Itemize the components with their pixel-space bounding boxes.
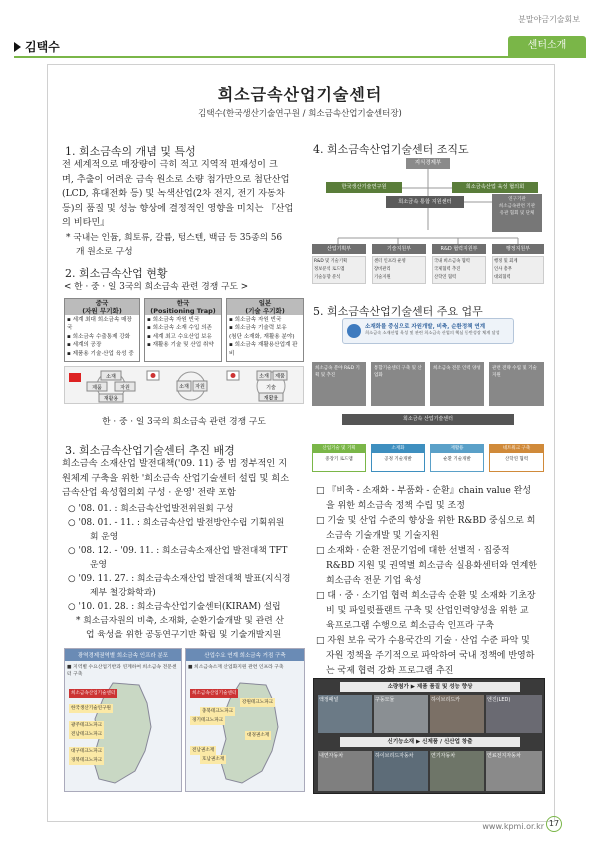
globe-icon: [347, 324, 361, 338]
s1-heading: 1. 희소금속의 개념 및 특성: [65, 145, 196, 158]
s3-heading: 3. 희소금속산업기술센터 추진 배경: [65, 444, 235, 457]
s2-caption: 한 · 중 · 일 3국의 희소금속 관련 경쟁 구도: [102, 417, 266, 427]
map-label: 대경권소재: [247, 733, 270, 738]
china-sub: (자원 무기화): [82, 307, 122, 315]
org-desc-item: 정보분석 로드맵: [314, 267, 345, 272]
china-name: 중국: [95, 299, 109, 307]
s3-line: 원체계 구축을 위한 '희소금속 산업기술센터 설립 및 희소: [62, 472, 290, 484]
s1-note-line: * 국내는 인듐, 희토류, 갈륨, 텅스텐, 백금 등 35종의 56: [66, 233, 283, 243]
product-row-top: [318, 695, 542, 733]
checkbox-icon: □: [316, 516, 325, 526]
duty-bullet-line: 소재화 · 순환 전문기업에 대한 선별적 · 집중적: [327, 546, 510, 556]
org-desc-item: 인사 총무: [494, 267, 512, 272]
korea-sub: (Positioning Trap): [150, 307, 216, 315]
cycle-label: 소재: [259, 373, 269, 380]
korea-name: 한국: [176, 299, 190, 307]
japan-item: (첨단 소재화, 재활용 분야): [229, 333, 295, 340]
map-label: 경북테크노파크: [71, 758, 103, 763]
org-chart: [312, 158, 544, 286]
org-side-item: 희소금속관련 기관: [498, 204, 536, 209]
org-desc-item: 산학연 협력: [434, 275, 457, 280]
duty-bullet: [316, 634, 546, 649]
cycle-label: 소재: [106, 374, 116, 380]
japan-name: 일본: [258, 299, 272, 307]
triangle-icon: [14, 42, 21, 52]
map-label: 한국생산기술연구원: [71, 706, 111, 711]
map-right-labels: [190, 689, 275, 764]
timeline-item: 운영: [90, 560, 107, 570]
product-cell: 하이브리드자동차: [374, 751, 428, 791]
korea-item: ▪ 희소금속 소재 수입 의존: [147, 325, 212, 332]
org-desc-item: 국제협력 추진: [434, 267, 461, 272]
duty-bullet: [316, 544, 546, 559]
china-item: ▪ 희소금속 수출통제 강화: [67, 333, 131, 340]
comparison-figure: [64, 298, 304, 364]
japan-item: ▪ 희소금속 기술력 보유: [229, 325, 287, 332]
org-dept: 행정지원부: [492, 244, 544, 254]
timeline-item: ○ '08. 01. - 11. : 희소금속산업 발전방안수립 기획위원: [68, 518, 285, 528]
korea-flag-dot: [151, 373, 156, 378]
org-desc-item: 기술동향 분석: [314, 275, 341, 280]
map-right-bullet: ■ 희소금속소재 산업화지원 관련 인프라 구축: [188, 665, 284, 670]
checkbox-icon: □: [316, 546, 325, 556]
duty-box: 관련 전략 수립 및 기술 지원: [489, 362, 544, 406]
duty-bullet-line: R&BD 지원 및 권역별 희소금속 실용화센터와 연계한: [326, 561, 537, 571]
header-author-text: 김택수: [25, 40, 60, 54]
s1-note: [66, 232, 282, 259]
page-number: 17: [546, 816, 562, 832]
org-dept: R&D 협력지원부: [432, 244, 486, 254]
china-item: ▪ 세계 최대 희소금속 매장국: [67, 317, 132, 332]
org-desc-item: 센터 인프라 운영: [374, 259, 406, 264]
map-left-title: 광역경제권역별 희소금속 인프라 분포: [65, 649, 181, 661]
cycle-label: 기술: [266, 385, 276, 391]
japan-flag-dot: [231, 373, 236, 378]
map-right: [185, 648, 305, 792]
org-council: 희소금속산업 육성 협의회: [452, 182, 538, 193]
duty-bottom-title: 산업기술 및 기획: [313, 445, 365, 453]
map-label: 전남테크노파크: [71, 732, 103, 737]
duty-box: 통합기술센터 구축 및 산업화: [371, 362, 425, 406]
korea-title: [145, 299, 221, 315]
cycle-label: 재활용: [263, 395, 279, 402]
china-flag-icon: [69, 373, 81, 382]
org-desc-item: 국내 희소금속 협력: [434, 259, 470, 264]
checkbox-icon: □: [316, 486, 325, 496]
map-left-bullet: ■ 지역별 수요산업기반과 연계하여 희소금속 전문센터 구축: [67, 665, 177, 677]
japan-item: ▪ 희소금속 재활용산업계 판비: [229, 342, 298, 357]
map-label: 희소금속산업기술센터: [71, 691, 116, 696]
s1-body: [62, 158, 300, 231]
duty-bullet-line: 자원 보유 국가 수용국간의 기술 · 산업 수준 파악 및: [327, 636, 530, 646]
duty-box: 희소금속 분야 R&D 기획 및 추진: [312, 362, 366, 406]
duties-banner-title: 소재화를 중심으로 자원개발, 비축, 순환정책 연계: [365, 324, 486, 330]
duty-bullet: [316, 484, 546, 499]
cycle-label: 제품: [275, 373, 285, 380]
duty-bottom-desc: 산학연 협력: [504, 457, 529, 462]
page-title: 희소금속산업기술센터: [217, 85, 383, 104]
s3-timeline: [68, 502, 304, 614]
org-side-item: 유관 협회 및 단체: [499, 211, 535, 216]
korea-item: ▪ 재활용 기술 및 산업 취약: [147, 342, 214, 349]
duty-bottom-title: 네트워크 구축: [490, 445, 543, 453]
cycle-svg: [65, 367, 305, 405]
duty-bottom-desc: 공정 기술개발: [384, 457, 412, 462]
japan-title: [227, 299, 303, 315]
map-label: 전남권소재: [192, 748, 215, 753]
s3-note: [76, 615, 304, 642]
duty-bottom: [312, 444, 366, 472]
author-line: 김택수(한국생산기술연구원 / 희소금속산업기술센터장): [198, 109, 402, 119]
cycle-diagram: [64, 366, 304, 404]
section-tab: 센터소개: [508, 36, 586, 56]
org-side-item: 연구기관: [508, 197, 526, 202]
org-desc: [432, 256, 486, 284]
s2-subheading: < 한 · 중 · 일 3국의 희소금속 관련 경쟁 구도 >: [64, 282, 249, 292]
duty-bullet-line: 비 및 파일럿플랜트 구축 및 산업인력양성을 위한 교: [326, 606, 529, 616]
cycle-label: 제품: [92, 385, 102, 391]
product-bottom-label: 신기능소재 ▶ 신제품 / 신산업 창출: [340, 737, 520, 747]
org-dept: 산업기획부: [312, 244, 366, 254]
s1-line: (LCD, 휴대전화 등) 및 녹색산업(2차 전지, 전기 자동차: [62, 188, 285, 199]
duty-bullet-line: 을 위한 희소금속 정책 수립 및 조정: [326, 501, 465, 511]
s1-line: 의 비타민』: [62, 217, 110, 228]
duties-figure: [312, 318, 544, 478]
japan-sub: (기술 우기화): [245, 307, 285, 315]
header-rule: [14, 56, 586, 58]
korea-item: ▪ 희소금속 자원 빈국: [147, 317, 200, 323]
map-label: 광주테크노파크: [71, 723, 103, 728]
china-box: [64, 298, 140, 362]
org-dept: 기술지원부: [372, 244, 426, 254]
duty-bullet: [316, 514, 546, 529]
timeline-item: ○ '09. 11. 27. : 희소금속소재산업 발전대책 발표(지식경: [68, 574, 291, 584]
timeline-item: ○ '08. 12. - '09. 11. : 희소금속소재산업 발전대책 TFT: [68, 546, 288, 556]
japan-box: [226, 298, 304, 362]
duty-bullet-line: 『비축 - 소재화 - 부품화 - 순환』chain value 완성: [327, 486, 532, 496]
journal-name: 분말야금기술회보: [518, 15, 580, 24]
product-cell: 연기자동차: [430, 751, 484, 791]
org-desc-item: 장비관리: [374, 267, 391, 272]
timeline-item: 제부 철강화학과): [90, 588, 156, 598]
product-cell: 내연자동차: [318, 751, 372, 791]
duty-bottom-desc: 순환 기술개발: [443, 457, 471, 462]
org-desc: [372, 256, 426, 284]
map-right-title: 산업수요 연계 희소금속 거점 구축: [186, 649, 304, 661]
product-cell: 액정패널: [318, 695, 372, 733]
cycle-label: 자원: [120, 385, 130, 391]
s1-line: 등)의 품질 및 성능 향상에 결정적인 영향을 미치는 『산업: [62, 202, 294, 214]
s1-line: 며, 추출이 어려운 금속 원소로 소량 첨가만으로 첨단산업: [62, 173, 290, 185]
map-label: 대구테크노파크: [71, 749, 103, 754]
org-desc-item: 행정 및 회계: [494, 259, 518, 264]
duty-box: 희소금속 전문 인력 양성: [430, 362, 484, 406]
japan-item: ▪ 희소금속 자원 빈국: [229, 317, 282, 323]
org-center: 희소금속 통합 지원센터: [386, 196, 464, 208]
map-left: [64, 648, 182, 792]
duty-bottom: [489, 444, 544, 472]
org-desc-item: 기술지원: [374, 275, 391, 280]
duty-bullet-line: 자원 정책을 주기적으로 파악하여 국내 정책에 반영하: [326, 651, 535, 661]
cycle-label: 재활용: [103, 396, 119, 402]
s2-heading: 2. 희소금속산업 현황: [65, 267, 168, 280]
cycle-label: 자원: [195, 384, 205, 390]
s5-bullets: [316, 484, 546, 679]
duty-bullet-line: 대 · 중 · 소기업 협력 희소금속 순환 및 소재화 기초장: [327, 591, 536, 601]
s3-note-line: * 희소금자원의 비축, 소재화, 순환기술개발 및 관련 산: [76, 616, 285, 626]
china-item: ▪ 제품용 기술·산업 육성 중: [67, 350, 134, 357]
org-desc: [312, 256, 366, 284]
product-cell: 연료전지자동차: [486, 751, 542, 791]
org-sidebox: [492, 194, 542, 232]
timeline-item: ○ '08. 01. : 희소금속산업발전위원회 구성: [68, 504, 234, 514]
duty-bullet-line: 희소금속 전문 기업 육성: [326, 576, 422, 586]
duty-bottom-title: 소재화: [372, 445, 424, 453]
duty-bottom-title: 재활용: [431, 445, 483, 453]
s3-line: 희소금속 소재산업 발전대책('09. 11) 중 범 정부적인 지: [62, 458, 288, 469]
product-top-label: 소량첨가 ▶ 제품 품질 및 성능 향상: [340, 682, 520, 692]
checkbox-icon: □: [316, 591, 325, 601]
map-label: 경기테크노파크: [192, 718, 224, 723]
duties-center: 희소금속 산업기술센터: [342, 414, 514, 425]
map-label: 강원테크노파크: [242, 700, 274, 705]
s5-heading: 5. 희소금속산업기술센터 주요 업무: [313, 305, 483, 318]
product-row-bottom: [318, 751, 542, 791]
map-label: 충북테크노파크: [202, 709, 234, 714]
duty-bottom: [430, 444, 484, 472]
duty-bullet-line: 소금속 기술개발 및 기술지원: [326, 531, 439, 541]
product-cell: 엔진(LED): [486, 695, 542, 733]
map-label: 호남권소재: [202, 757, 225, 762]
duties-banner: [342, 318, 514, 344]
china-item: ▪ 세계의 공장: [67, 342, 102, 349]
china-title: [65, 299, 139, 315]
duty-bottom-desc: 중장기 로드맵: [325, 457, 353, 462]
korea-item: ▪ 세계 최고 수요산업 보유: [147, 333, 212, 340]
org-desc-item: R&D 및 기술기획: [314, 259, 348, 264]
map-label: 희소금속산업기술센터: [192, 691, 237, 696]
s4-heading: 4. 희소금속산업기술센터 조직도: [313, 143, 469, 156]
org-desc: [492, 256, 544, 284]
duty-bottom: [371, 444, 425, 472]
duty-bullet-line: 는 국제 협력 강화 프로그램 추진: [326, 666, 454, 676]
org-kitech: 한국생산기술연구원: [326, 182, 402, 193]
duties-banner-sub: 희소금속 소재산업 육성 및 관련 희소금속 산업의 핵심 동반성장 체계 달성: [365, 330, 500, 335]
footer-url: www.kpmi.or.kr: [482, 822, 544, 831]
s1-line: 전 세계적으로 매장량이 극히 적고 지역적 편재성이 크: [62, 159, 278, 170]
s3-line: 금속산업 육성협의회 구성 · 운영' 전략 포함: [62, 487, 236, 498]
duty-bullet-line: 육프로그램 수행으로 희소금속 인프라 구축: [326, 621, 494, 631]
duty-bullet: [316, 589, 546, 604]
duty-bullet-line: 기술 및 산업 수준의 향상을 위한 R&BD 중심으로 희: [327, 516, 536, 526]
checkbox-icon: □: [316, 636, 325, 646]
s3-body: [62, 457, 300, 501]
header-author: [14, 38, 60, 55]
s1-note-line: 개 원소로 구성: [76, 246, 133, 257]
timeline-item: ○ '10. 01. 28. : 희소금속산업기술센터(KIRAM) 설립: [68, 602, 281, 612]
org-desc-item: 대외협력: [494, 275, 511, 280]
product-cell: 구동모듈: [374, 695, 428, 733]
korea-box: [144, 298, 222, 362]
duties-row: [312, 362, 544, 410]
s3-note-line: 업 육성을 위한 공동연구기반 확립 및 기술개발지원: [86, 629, 282, 640]
product-cell: 하이브리드카: [430, 695, 484, 733]
product-panel: [313, 678, 545, 794]
map-left-labels: [69, 689, 117, 765]
org-top: 지식경제부: [406, 158, 450, 169]
cycle-label: 소재: [179, 384, 189, 390]
timeline-item: 회 운영: [90, 532, 119, 542]
